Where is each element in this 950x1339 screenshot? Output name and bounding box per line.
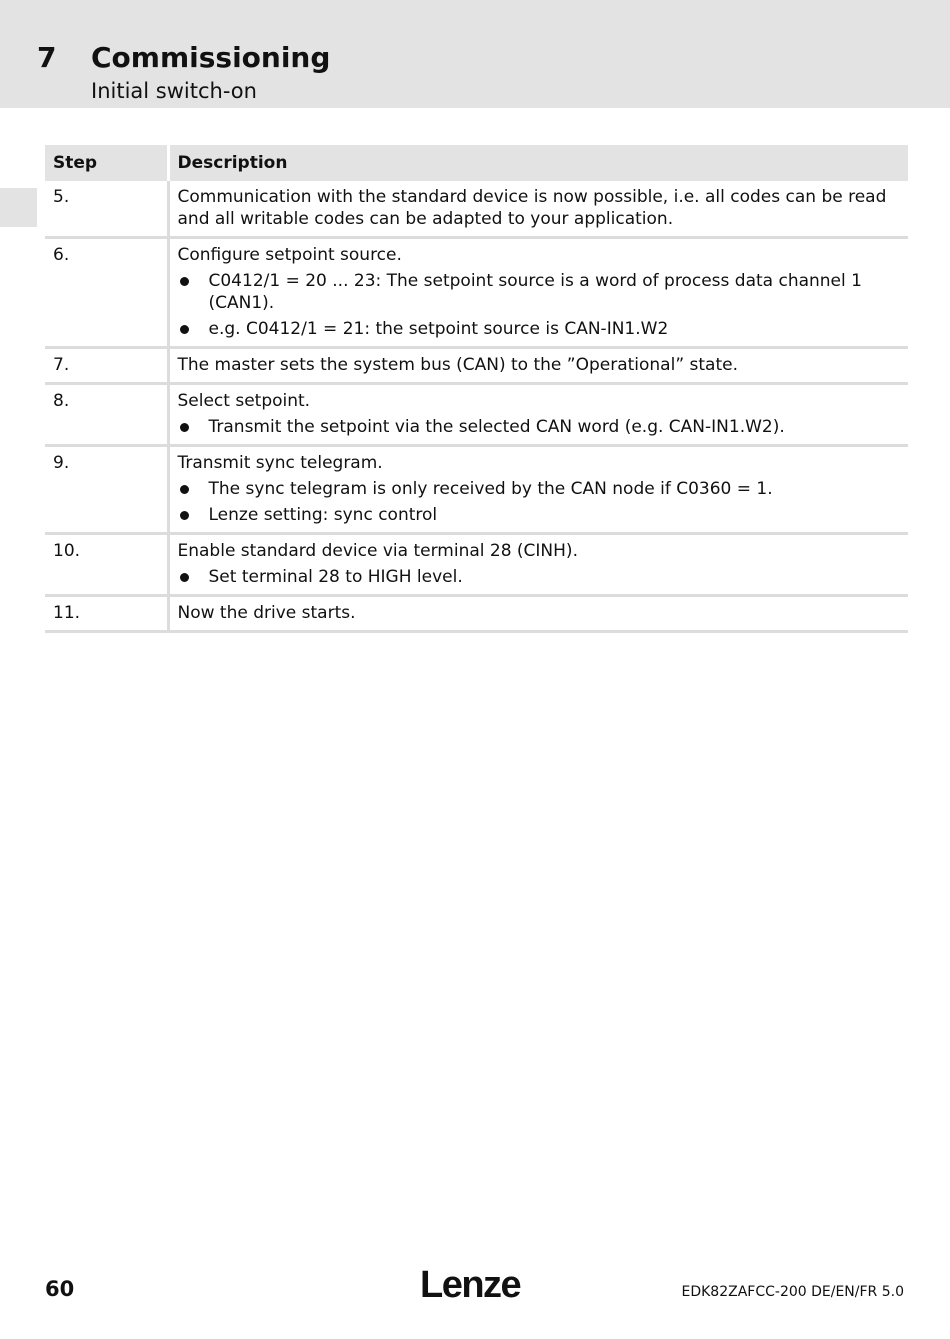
step-description-cell: [168, 181, 908, 238]
bullet-item: Transmit the setpoint via the selected CAN word (e.g. CAN-IN1.W2).: [178, 416, 901, 438]
step-number: 9.: [45, 446, 168, 534]
table-row: [45, 534, 908, 596]
step-number: 7.: [45, 348, 168, 384]
bullet-list: [178, 566, 901, 588]
step-description: Select setpoint.: [177, 391, 311, 411]
step-description-cell: [168, 384, 908, 446]
step-number: 6.: [45, 238, 168, 348]
steps-table: [45, 145, 908, 633]
chapter-number: 7: [37, 41, 57, 74]
step-number: 8.: [45, 384, 168, 446]
table-row: [45, 384, 908, 446]
step-description-cell: [168, 534, 908, 596]
step-description: Configure setpoint source.: [177, 245, 402, 265]
section-subtitle: Initial switch-on: [91, 79, 257, 103]
page-number: 60: [45, 1277, 75, 1301]
step-description-cell: [168, 348, 908, 384]
step-description-cell: [168, 238, 908, 348]
step-description: Communication with the standard device is now possible, i.e. all codes can be read and all writable codes can be adapted to your application.: [177, 187, 887, 229]
bullet-list: [178, 270, 901, 340]
table-header-row: [45, 145, 908, 181]
bullet-item: C0412/1 = 20 ... 23: The setpoint source is a word of process data channel 1 (CAN1).: [178, 270, 901, 314]
bullet-item: Set terminal 28 to HIGH level.: [178, 566, 901, 588]
step-description-cell: [168, 596, 908, 632]
lenze-logo: Lenze: [420, 1264, 521, 1306]
bullet-list: [178, 416, 901, 438]
step-number: 5.: [45, 181, 168, 238]
table-row: [45, 596, 908, 632]
table-body: [45, 181, 908, 632]
step-description: Enable standard device via terminal 28 (CINH).: [177, 541, 578, 561]
step-description: The master sets the system bus (CAN) to the ”Operational” state.: [177, 355, 738, 375]
column-header-description: Description: [168, 145, 908, 181]
bullet-list: [178, 478, 901, 526]
side-tab-marker: [0, 188, 37, 227]
step-description-cell: [168, 446, 908, 534]
column-header-step: Step: [45, 145, 168, 181]
step-description: Now the drive starts.: [177, 603, 356, 623]
step-description: Transmit sync telegram.: [177, 453, 383, 473]
bullet-item: Lenze setting: sync control: [178, 504, 901, 526]
table-row: [45, 348, 908, 384]
document-id: EDK82ZAFCC-200 DE/EN/FR 5.0: [681, 1284, 904, 1300]
chapter-title: Commissioning: [91, 41, 331, 74]
step-number: 10.: [45, 534, 168, 596]
table-row: [45, 181, 908, 238]
step-number: 11.: [45, 596, 168, 632]
bullet-item: e.g. C0412/1 = 21: the setpoint source is CAN-IN1.W2: [178, 318, 901, 340]
table-row: [45, 238, 908, 348]
bullet-item: The sync telegram is only received by the CAN node if C0360 = 1.: [178, 478, 901, 500]
table-row: [45, 446, 908, 534]
